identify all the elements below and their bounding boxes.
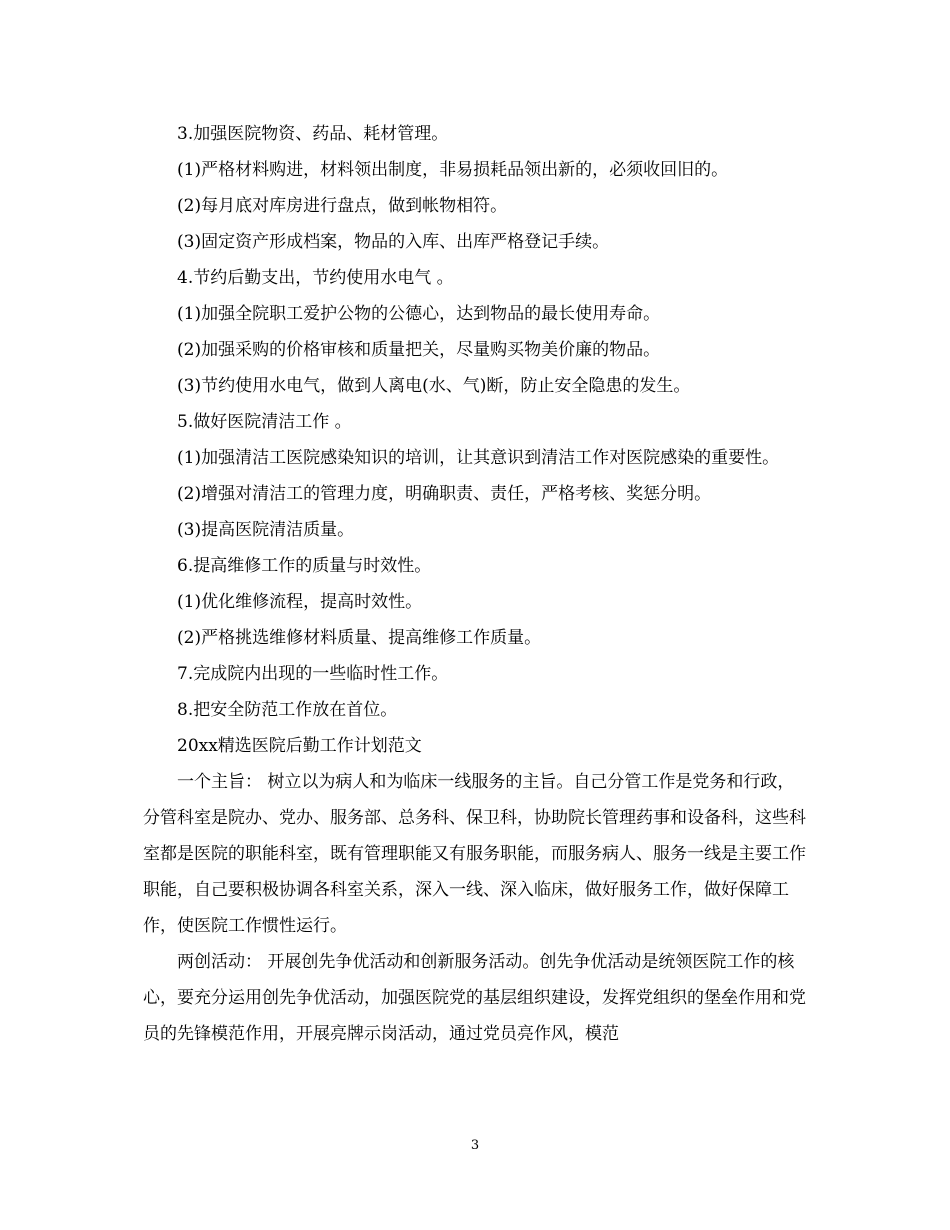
paragraph-5: 4.节约后勤支出，节约使用水电气 。 bbox=[177, 268, 454, 288]
document-body bbox=[143, 116, 807, 1052]
paragraph-12: (3)提高医院清洁质量。 bbox=[177, 520, 355, 540]
paragraph-two-activities: 两创活动： 开展创先争优活动和创新服务活动。创先争优活动是统领医院工作的核心，要充分运用创先争优活动，加强医院党的基层组织建设，发挥党组织的堡垒作用和党员的先锋模范作用，开展亮牌示岗活动，通过党员亮作风，模范 bbox=[143, 952, 806, 1044]
paragraph-16: 7.完成院内出现的一些临时性工作。 bbox=[177, 664, 449, 684]
page-number: 3 bbox=[470, 1138, 480, 1153]
paragraph-1: 3.加强医院物资、药品、耗材管理。 bbox=[177, 124, 449, 144]
paragraph-8: (3)节约使用水电气，做到人离电(水、气)断，防止安全隐患的发生。 bbox=[177, 376, 691, 396]
paragraph-7: (2)加强采购的价格审核和质量把关，尽量购买物美价廉的物品。 bbox=[177, 340, 661, 360]
paragraph-2: (1)严格材料购进，材料领出制度，非易损耗品领出新的，必须收回旧的。 bbox=[177, 160, 729, 180]
paragraph-main-purpose: 一个主旨： 树立以为病人和为临床一线服务的主旨。自己分管工作是党务和行政，分管科室是院办、党办、服务部、总务科、保卫科，协助院长管理药事和设备科，这些科室都是医院的职能科室，既有管理职能又有服务职能，而服务病人、服务一线是主要工作职能，自己要积极协调各科室关系，深入一线、深入临床，做好服务工作，做好保障工作，使医院工作惯性运行。 bbox=[143, 772, 806, 936]
paragraph-10: (1)加强清洁工医院感染知识的培训，让其意识到清洁工作对医院感染的重要性。 bbox=[177, 448, 780, 468]
paragraph-14: (1)优化维修流程，提高时效性。 bbox=[177, 592, 423, 612]
paragraph-4: (3)固定资产形成档案，物品的入库、出库严格登记手续。 bbox=[177, 232, 610, 252]
paragraph-3: (2)每月底对库房进行盘点，做到帐物相符。 bbox=[177, 196, 508, 216]
paragraph-6: (1)加强全院职工爱护公物的公德心，达到物品的最长使用寿命。 bbox=[177, 304, 661, 324]
section-heading: 20xx精选医院后勤工作计划范文 bbox=[177, 736, 422, 756]
paragraph-11: (2)增强对清洁工的管理力度，明确职责、责任，严格考核、奖惩分明。 bbox=[177, 484, 712, 504]
paragraph-9: 5.做好医院清洁工作 。 bbox=[177, 412, 352, 432]
paragraph-15: (2)严格挑选维修材料质量、提高维修工作质量。 bbox=[177, 628, 542, 648]
paragraph-13: 6.提高维修工作的质量与时效性。 bbox=[177, 556, 432, 576]
paragraph-17: 8.把安全防范工作放在首位。 bbox=[177, 700, 398, 720]
